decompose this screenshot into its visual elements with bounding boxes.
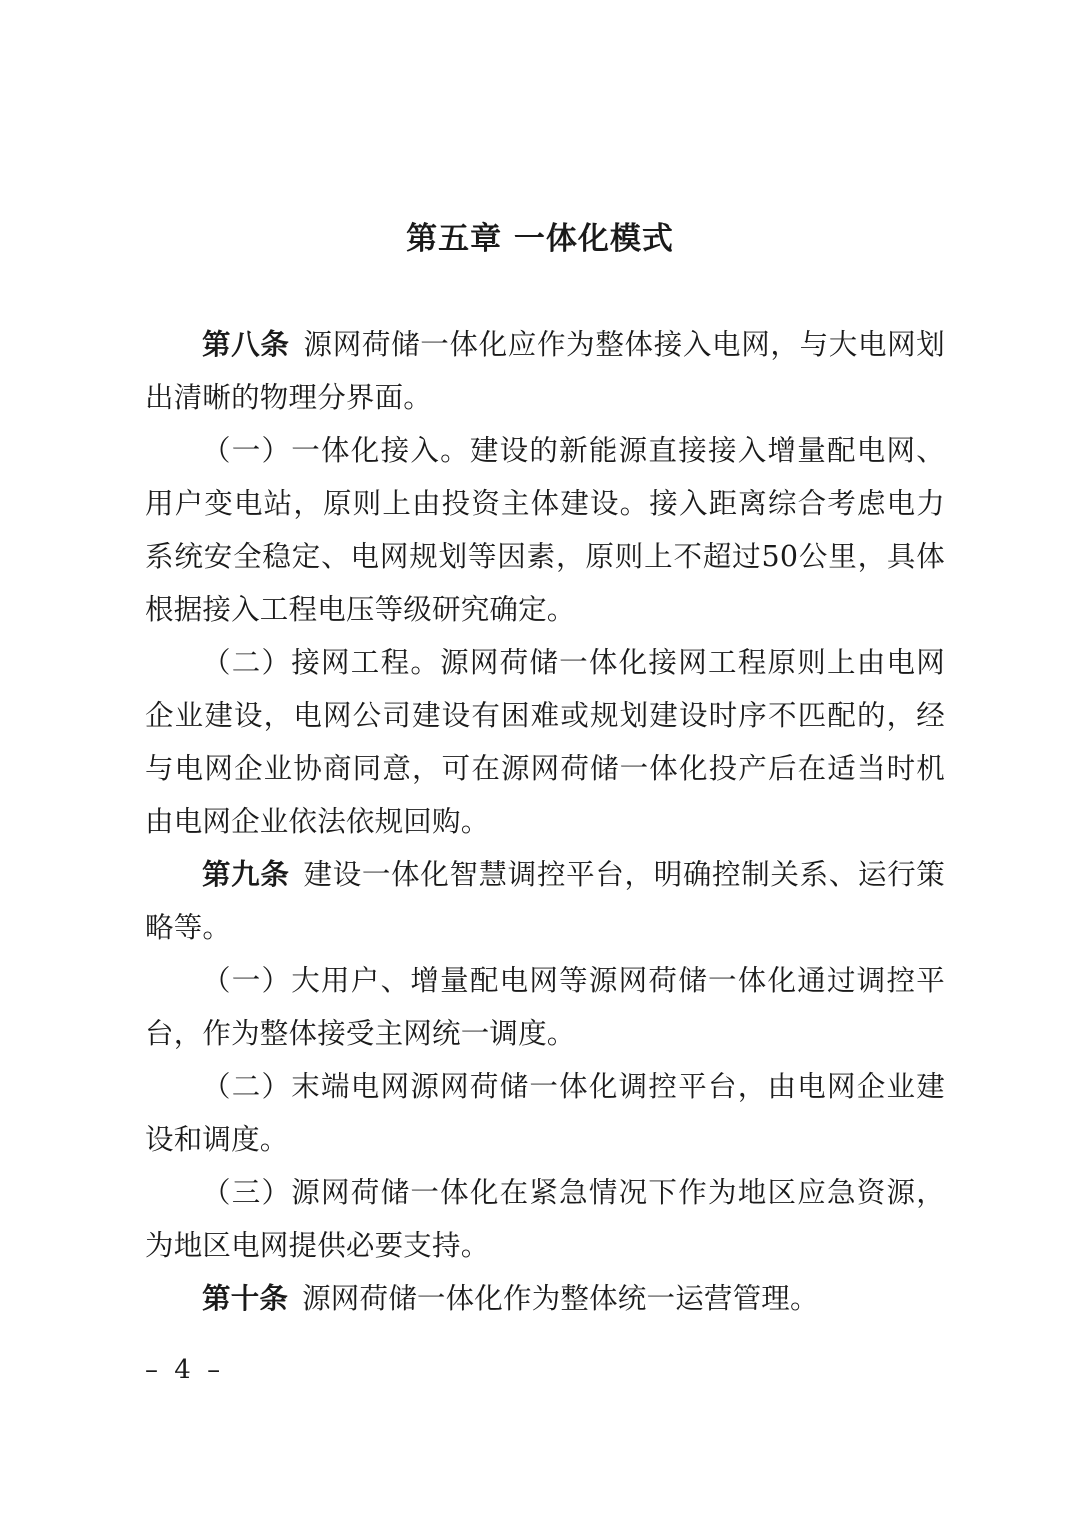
paragraph-text: （一）一体化接入。建设的新能源直接接入增量配电网、用户变电站，原则上由投资主体建设。接入距离综合考虑电力系统安全稳定、电网规划等因素，原则上不超过50公里，具体根据接入工程电压等级研究确定。 — [145, 434, 945, 626]
article-9-item-2 — [145, 1060, 945, 1166]
article-9-item-1 — [145, 954, 945, 1060]
paragraph-text: 源网荷储一体化应作为整体接入电网，与大电网划出清晰的物理分界面。 — [145, 328, 945, 414]
chapter-title: 第五章 一体化模式 — [406, 221, 674, 257]
article-label: 第八条 — [202, 328, 290, 361]
paragraph-text: （一）大用户、增量配电网等源网荷储一体化通过调控平台，作为整体接受主网统一调度。 — [145, 964, 945, 1050]
document-body — [145, 318, 945, 1325]
paragraph-text: （二）接网工程。源网荷储一体化接网工程原则上由电网企业建设，电网公司建设有困难或规划建设时序不匹配的，经与电网企业协商同意，可在源网荷储一体化投产后在适当时机由电网企业依法依规回购。 — [145, 646, 945, 838]
paragraph-text: 源网荷储一体化作为整体统一运营管理。 — [302, 1282, 819, 1315]
article-8-paragraph — [145, 318, 945, 424]
page-number: – 4 – — [145, 1355, 225, 1385]
article-10-paragraph — [145, 1272, 945, 1325]
article-label: 第九条 — [202, 858, 290, 891]
article-label: 第十条 — [202, 1282, 289, 1315]
paragraph-text: 建设一体化智慧调控平台，明确控制关系、运行策略等。 — [145, 858, 945, 944]
article-8-item-1 — [145, 424, 945, 636]
paragraph-text: （三）源网荷储一体化在紧急情况下作为地区应急资源，为地区电网提供必要支持。 — [145, 1176, 945, 1262]
article-9-item-3 — [145, 1166, 945, 1272]
article-9-paragraph — [145, 848, 945, 954]
article-8-item-2 — [145, 636, 945, 848]
paragraph-text: （二）末端电网源网荷储一体化调控平台，由电网企业建设和调度。 — [145, 1070, 945, 1156]
